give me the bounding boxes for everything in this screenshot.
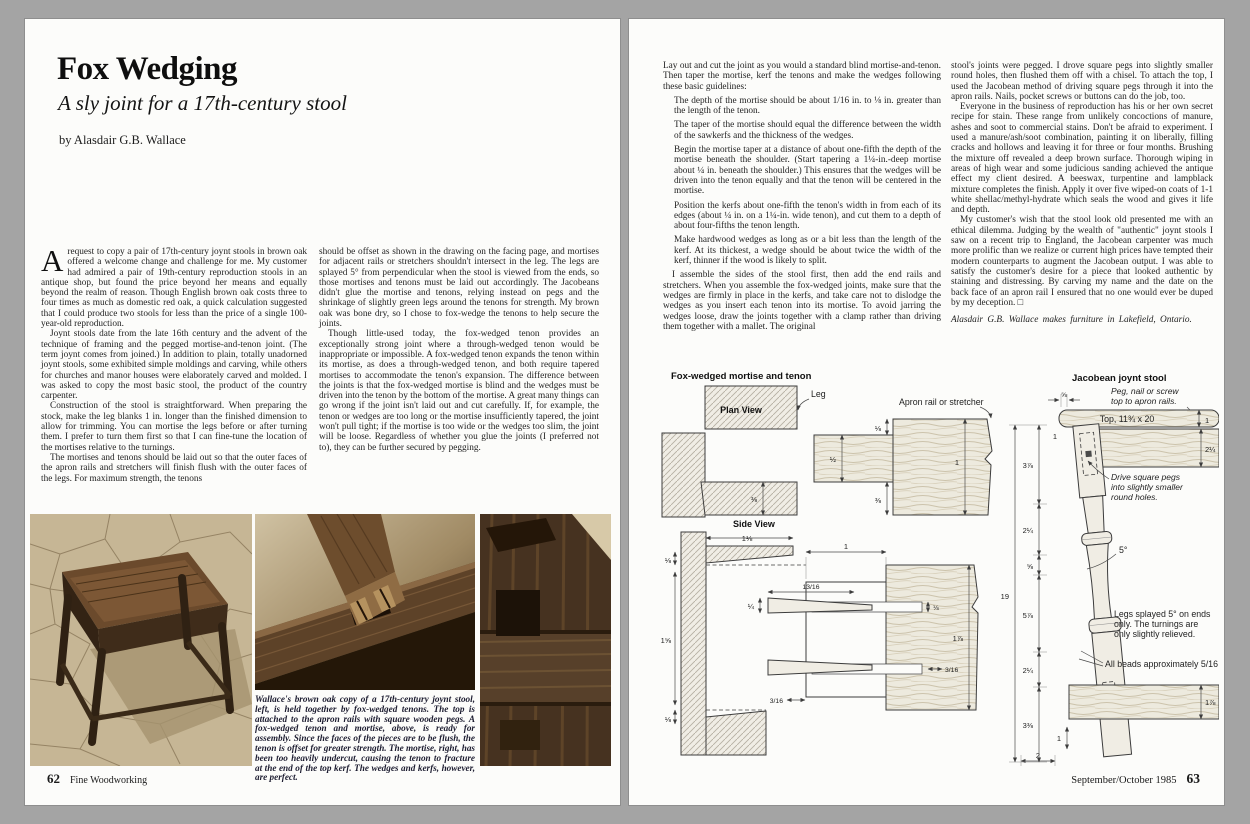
dim-rail-178: 1⅞ bbox=[952, 634, 963, 643]
article-title: Fox Wedging bbox=[57, 51, 238, 87]
dim-tenon-12: ½ bbox=[829, 455, 836, 464]
page-number: 63 bbox=[1186, 771, 1200, 786]
photo-caption: Wallace's brown oak copy of a 17th-century joynt stool, left, is held together by fox-wedged tenons. The top is attached to the apron rails with square wooden pegs. A fox-wedged tenon and mortise, above, is ready for assembly. Since the faces of the pieces are to be flush, the tenon is offset for greater strength. The mortise, right, has been too heavily undercut, causing the tenon to fracture at the end of the top kerf. The wedges and kerfs, however, are perfect. bbox=[255, 694, 475, 783]
beads-note: All beads approximately 5/16 bbox=[1105, 659, 1218, 669]
drive-note-line2: into slightly smaller bbox=[1111, 482, 1183, 492]
paragraph: My customer's wish that the stool look old presented me with an ethical dilemma. Judging by the wealth of "authentic" joynt stools I saw on a recent trip to England, the Jacobean carpenter was much more prolific than we realize or current high prices have tempted their modern counterparts to augment the Jacobean output. I was able to satisfy the customer's desire for a piece that looked authentic by staining and distressing. By carving my name and the date on the back face of an apron rail I ensured that no one would ever be duped by my deception. □ bbox=[951, 215, 1213, 308]
photo-joynt-stool-art bbox=[30, 514, 252, 766]
splay-note-line2: only. The turnings are bbox=[1114, 619, 1199, 629]
paragraph: should be offset as shown in the drawing on the facing page, and mortises for adjacent rails or stretchers shouldn't intersect in the leg. The legs are splayed 5° from perpendicular when the stool is viewed from the ends, so those mortises and tenons must be laid out accordingly. The Jacobeans didn't glue the mortise and tenons, relying instead on pegs and the shrinkage of slightly green legs around the tenons for strength. My brown oak was bone dry, so I chose to fox-wedge the tenons to help secure the joints. bbox=[319, 247, 599, 330]
author-note: Alasdair G.B. Wallace makes furniture in Lakefield, Ontario. bbox=[951, 315, 1192, 326]
peg-note-line1: Peg, nail or screw bbox=[1111, 386, 1179, 396]
guideline: Make hardwood wedges as long as or a bit less than the length of the kerf. At its thickest, a wedge should be about twice the width of the kerf, thinner if the wood is likely to split. bbox=[674, 235, 941, 267]
splay-note-line1: Legs splayed 5° on ends bbox=[1114, 609, 1211, 619]
dim-leg-378: 3⅞ bbox=[1022, 461, 1033, 470]
dim-top-1: 1 bbox=[1205, 416, 1210, 425]
dim-mortise-38: ⅜ bbox=[750, 495, 757, 504]
drawing-title-jacobean: Jacobean joynt stool bbox=[1072, 373, 1167, 384]
dim-316-kerf: 3/16 bbox=[945, 667, 959, 674]
plan-view-label: Plan View bbox=[720, 405, 762, 415]
splay-note-line3: only slightly relieved. bbox=[1114, 629, 1196, 639]
paragraph: Arequest to copy a pair of 17th-century joynt stools in brown oak offered a welcome change and challenge for me. My customer had admired a pair of 19th-century reproduction stools in an antique shop, but found the price beyond her means and equally beyond the realm of reason. Though English brown oak costs three to four times as much as domestic red oak, a quick calculation suggested that I could produce two stools for less than the price of a single 100-year-old reproduction. bbox=[41, 243, 307, 330]
dimension-chain bbox=[1001, 425, 1047, 762]
paragraph: stool's joints were pegged. I drove square pegs into slightly smaller round holes, then flushed them off with a chisel. To attach the top, I used the Jacobean method of driving square pegs through it into the apron rails. Nails, pocket screws or buttons can do the job, too. bbox=[951, 61, 1213, 102]
drive-note-line1: Drive square pegs bbox=[1111, 472, 1180, 482]
drive-note-line3: round holes. bbox=[1111, 492, 1158, 502]
dim-18-top: ⅛ bbox=[664, 556, 671, 565]
page-right bbox=[628, 18, 1225, 806]
apron-rail-label: Apron rail or stretcher bbox=[899, 397, 984, 407]
dim-tenon-length-1: 1 bbox=[843, 542, 849, 551]
right-column-1 bbox=[663, 61, 941, 332]
photo-joynt-stool bbox=[30, 514, 252, 766]
plan-view-drawing bbox=[662, 386, 992, 517]
paragraph: Though little-used today, the fox-wedged tenon provides an exceptionally strong joint where a through-wedged tenon would be inappropriate or impossible. A fox-wedged tenon expands the tenon within its mortise, as does a through-wedged tenon, and both require tapered mortises to accommodate the tenon's expansion. The difference between the joints is that the fox-wedged mortise is blind and the wedges must be driven into the tenon by the bottom of the mortise. A great many things can go wrong if the joint isn't laid out and cut carefully. If, for example, the tenon or wedges are too long or the mortise insufficiently tapered, the joint won't pull tight; if the mortise is too wide or the wedges too slim, the joint will be loose. Regardless of whether you glue the joints (I preferred not to), they can be further secured by pegging. bbox=[319, 329, 599, 453]
issue-date: September/October 1985 bbox=[1071, 775, 1177, 786]
article-subtitle: A sly joint for a 17th-century stool bbox=[58, 91, 347, 115]
paragraph: Joynt stools date from the late 16th century and the advent of the technique of framing and the pegged mortise-and-tenon joint. (The term joynt comes from joined.) In addition to plain, totally unadorned joynt stools, some exhibited simple moldings and carving, while others for churches and manor houses were elaborately carved and molded. I was asked to copy the most basic stool, the product of the country carpenter. bbox=[41, 329, 307, 402]
splay-angle-label: 5° bbox=[1119, 545, 1128, 555]
side-view-label: Side View bbox=[733, 519, 775, 529]
photo-undercut-mortise-art bbox=[480, 514, 611, 766]
dim-below-stretcher-1: 1 bbox=[1056, 734, 1061, 743]
dim-offset-18: ⅛ bbox=[874, 424, 881, 433]
dim-overall-19: 19 bbox=[1000, 592, 1009, 601]
page-left bbox=[24, 18, 621, 806]
jacobean-stool-drawing bbox=[1001, 386, 1219, 766]
dim-offset-38: ⅜ bbox=[874, 496, 881, 505]
dim-leg-578: 5⅞ bbox=[1022, 611, 1033, 620]
page-number: 62 bbox=[47, 771, 60, 786]
dim-setback-1: 1 bbox=[1052, 432, 1057, 441]
dim-leg-214a: 2¼ bbox=[1022, 526, 1033, 535]
paragraph: I assemble the sides of the stool first, then add the end rails and stretchers. When you assemble the fox-wedged joints, make sure that the wedges are firmly in place in the kerfs, and take care not to dislodge the wedges as you insert each tenon into its mortise. To avoid jarring the wedges loose, draw the joints together with a clamp rather than driving them together with a mallet. The original bbox=[663, 270, 941, 332]
dim-leg-338: 3⅜ bbox=[1022, 721, 1033, 730]
dim-wedge-1316: 13/16 bbox=[802, 584, 820, 591]
dim-leg-58: ⅝ bbox=[1026, 562, 1033, 571]
dim-rail-1: 1 bbox=[954, 458, 959, 467]
left-column-2 bbox=[319, 247, 599, 453]
left-column-1 bbox=[41, 243, 307, 484]
dim-18-bottom: ⅛ bbox=[664, 715, 671, 724]
dim-wedge-14: ¼ bbox=[747, 602, 754, 611]
guideline: The depth of the mortise should be about 1/16 in. to ⅛ in. greater than the length of the tenon. bbox=[674, 95, 941, 117]
dim-overhang-58: ⅝ bbox=[1061, 392, 1067, 399]
right-column-2 bbox=[951, 61, 1213, 325]
photo-fox-wedged-tenon bbox=[255, 514, 475, 690]
right-page-footer bbox=[1071, 771, 1200, 787]
dim-158: 1⅝ bbox=[660, 636, 671, 645]
drawing-title-fox-wedged: Fox-wedged mortise and tenon bbox=[671, 371, 812, 382]
peg-note-line2: top to apron rails. bbox=[1111, 396, 1177, 406]
guideline: Begin the mortise taper at a distance of about one-fifth the depth of the mortise beneath the shoulder. (Start tapering a 1¼-in.-deep mortise about ¼ in. beneath the shoulder.) This ensures that the wedges will be driven into the tenon equally and that the tenon will be centered in the mortise. bbox=[674, 145, 941, 197]
byline: by Alasdair G.B. Wallace bbox=[59, 133, 186, 147]
side-view-drawing bbox=[661, 519, 978, 755]
dim-leg-width-2: 2 bbox=[1035, 751, 1041, 760]
dim-316-taper: 3/16 bbox=[769, 698, 783, 705]
paragraph: Lay out and cut the joint as you would a standard blind mortise-and-tenon. Then taper the mortise, kerf the tenons and make the wedges following these basic guidelines: bbox=[663, 61, 941, 92]
paragraph: Construction of the stool is straightforward. When preparing the stock, make the leg blanks 1 in. longer than the finished dimension to allow for trimming. You can mortise the legs before or after turning them. I prefer to turn them first so that I can fine-tune the location of the mortises relative to the turnings. bbox=[41, 401, 307, 453]
drop-cap: A bbox=[41, 243, 64, 278]
top-board-label: Top, 11¾ x 20 bbox=[1099, 414, 1155, 424]
photo-fox-wedged-tenon-art bbox=[255, 514, 475, 690]
paragraph: The mortises and tenons should be laid out so that the outer faces of the apron rails and stretchers will finish flush with the outer faces of the legs. For maximum strength, the tenons bbox=[41, 452, 307, 484]
dim-stretcher-178: 1⅞ bbox=[1205, 698, 1216, 707]
guideline: The taper of the mortise should equal the difference between the width of the sawkerfs and the thickness of the wedges. bbox=[674, 120, 941, 141]
photo-undercut-mortise bbox=[480, 514, 611, 766]
guideline: Position the kerfs about one-fifth the tenon's width in from each of its edges (about ¼ in. on a 1¼-in. wide tenon), and cut them to a depth of about four-fifths the tenon length. bbox=[674, 200, 941, 232]
dim-apron-214: 2¼ bbox=[1205, 445, 1216, 454]
dim-kerf-18: ⅛ bbox=[933, 605, 939, 612]
paragraph: Everyone in the business of reproduction has his or her own secret recipe for stain. These range from unlikely concoctions of manure, ashes and soot to commercial stains. Don't be afraid to experiment. I used a manure/ash/soot combination, painting it on liberally, filling cracks and hollows and leaving it for three or four months. Brushing the mixture off revealed a deep brown surface. Thorough wiping in areas of high wear and some judicious sanding achieved the antique effect my client desired. A beeswax, turpentine and lampblack mixture completes the finish. Apply it over five wiped-on coats of 1-1 white shellac/methyl-hydrate which seals the wood and gives it life and depth. bbox=[951, 102, 1213, 216]
magazine-name: Fine Woodworking bbox=[70, 775, 148, 786]
left-page-footer bbox=[47, 771, 147, 787]
technical-drawing bbox=[635, 367, 1219, 767]
leg-label: Leg bbox=[811, 389, 826, 399]
dim-118: 1⅛ bbox=[741, 534, 753, 543]
dim-leg-214b: 2¼ bbox=[1022, 666, 1033, 675]
